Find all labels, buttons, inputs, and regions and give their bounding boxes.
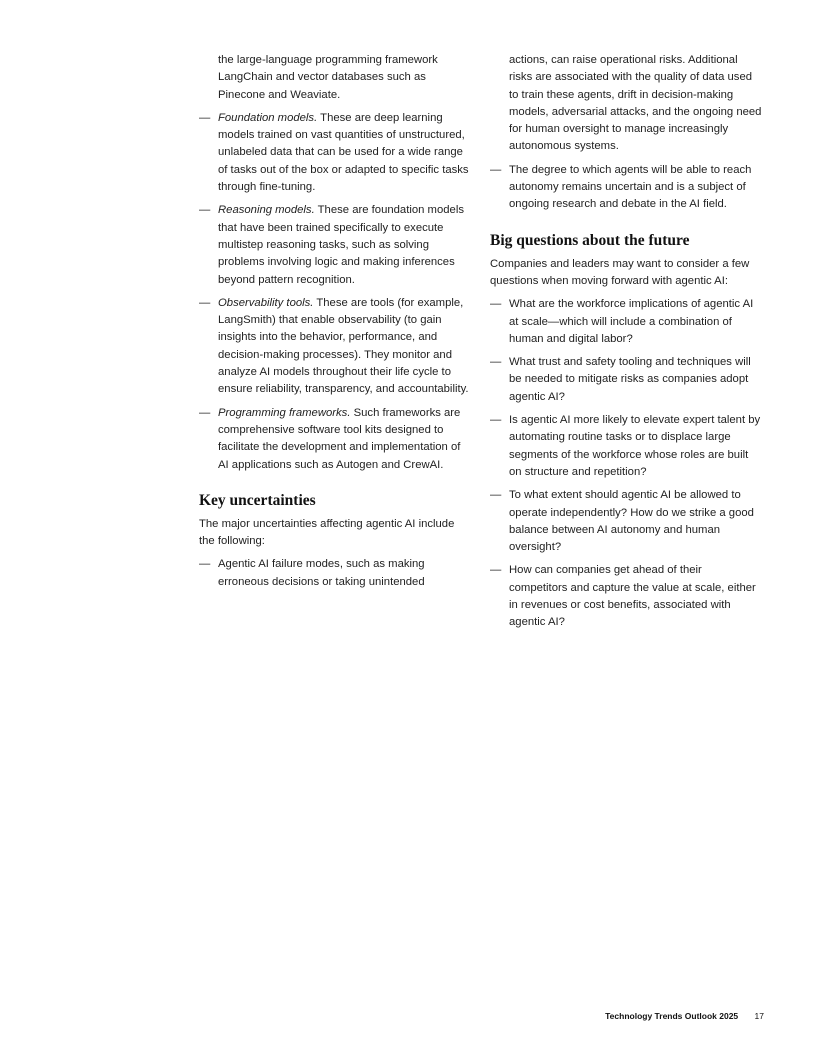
dash-bullet: —	[490, 356, 502, 369]
description: These are deep learning models trained on vast quantities of unstructured, unlabeled data that can be used for a wide range of tasks out of the box or adapted to specific tasks through fine-tuning.	[218, 111, 469, 194]
list-item-continuation: actions, can raise operational risks. Additional risks are associated with the quality of data used to train these agents, drift in decision-making models, adversarial attacks, and the ongoing need for human oversight to manage increasingly autonomous systems.	[509, 54, 762, 153]
right-column	[490, 52, 762, 638]
term: Reasoning models.	[218, 204, 315, 217]
list-item	[490, 354, 762, 406]
dash-bullet: —	[199, 111, 211, 124]
list-item-reasoning-models	[199, 202, 471, 288]
dash-bullet: —	[199, 296, 211, 309]
dash-bullet: —	[490, 298, 502, 311]
page-number: 17	[754, 1011, 764, 1021]
dash-bullet: —	[199, 204, 211, 217]
list-item-text: The degree to which agents will be able to reach autonomy remains uncertain and is a subject of ongoing research and debate in the AI field.	[509, 163, 752, 211]
section-heading-key-uncertainties: Key uncertainties	[199, 491, 316, 509]
dash-bullet: —	[199, 558, 211, 571]
list-item-continuation: the large-language programming framework LangChain and vector databases such as Pinecone and Weaviate.	[218, 54, 438, 101]
description: Such frameworks are comprehensive software tool kits designed to facilitate the development and implementation of AI applications such as Autogen and CrewAI.	[218, 406, 461, 471]
list-item	[199, 556, 471, 591]
list-item-observability-tools	[199, 295, 471, 399]
list-item-text: How can companies get ahead of their competitors and capture the value at scale, either in revenues or cost benefits, associated with agentic AI?	[509, 564, 756, 629]
list-item-text: To what extent should agentic AI be allowed to operate independently? How do we strike a good balance between AI autonomy and human oversight?	[509, 489, 754, 554]
list-item-text: Is agentic AI more likely to elevate expert talent by automating routine tasks or to displace large segments of the workforce whose roles are built on structure and repetition?	[509, 414, 761, 478]
term: Programming frameworks.	[218, 406, 351, 419]
footer-title: Technology Trends Outlook 2025	[605, 1011, 739, 1021]
section-intro: Companies and leaders may want to consider a few questions when moving forward with agentic AI:	[490, 257, 750, 287]
dash-bullet: —	[490, 564, 502, 577]
dash-bullet: —	[490, 414, 502, 427]
description: These are foundation models that have been trained specifically to execute multistep reasoning tasks, such as solving problems involving logic and making inferences beyond pattern recognition.	[218, 204, 464, 286]
list-item	[490, 296, 762, 348]
list-item	[490, 412, 762, 481]
term: Observability tools.	[218, 296, 314, 309]
list-item-text: Agentic AI failure modes, such as making erroneous decisions or taking unintended	[218, 558, 425, 588]
list-item-text: What trust and safety tooling and techniques will be needed to mitigate risks as companies adopt agentic AI?	[509, 356, 751, 403]
dash-bullet: —	[199, 406, 211, 419]
list-item-programming-frameworks	[199, 405, 471, 474]
term: Foundation models.	[218, 111, 318, 124]
dash-bullet: —	[490, 163, 502, 176]
left-column	[199, 52, 471, 597]
dash-bullet: —	[490, 489, 502, 502]
section-intro: The major uncertainties affecting agentic AI include the following:	[199, 517, 455, 548]
list-item	[490, 562, 762, 631]
list-item-text: What are the workforce implications of agentic AI at scale—which will include a combination of human and digital labor?	[509, 298, 754, 345]
section-heading-big-questions: Big questions about the future	[490, 231, 690, 249]
description: These are tools (for example, LangSmith) that enable observability (to gain insights into the behavior, performance, and decision-making processes). They monitor and analyze AI models throughout their life cycle to ensure reliability, transparency, and accountability.	[218, 296, 469, 396]
list-item	[490, 162, 762, 214]
list-item	[490, 487, 762, 556]
list-item-foundation-models	[199, 110, 471, 196]
page-footer	[605, 1011, 764, 1021]
